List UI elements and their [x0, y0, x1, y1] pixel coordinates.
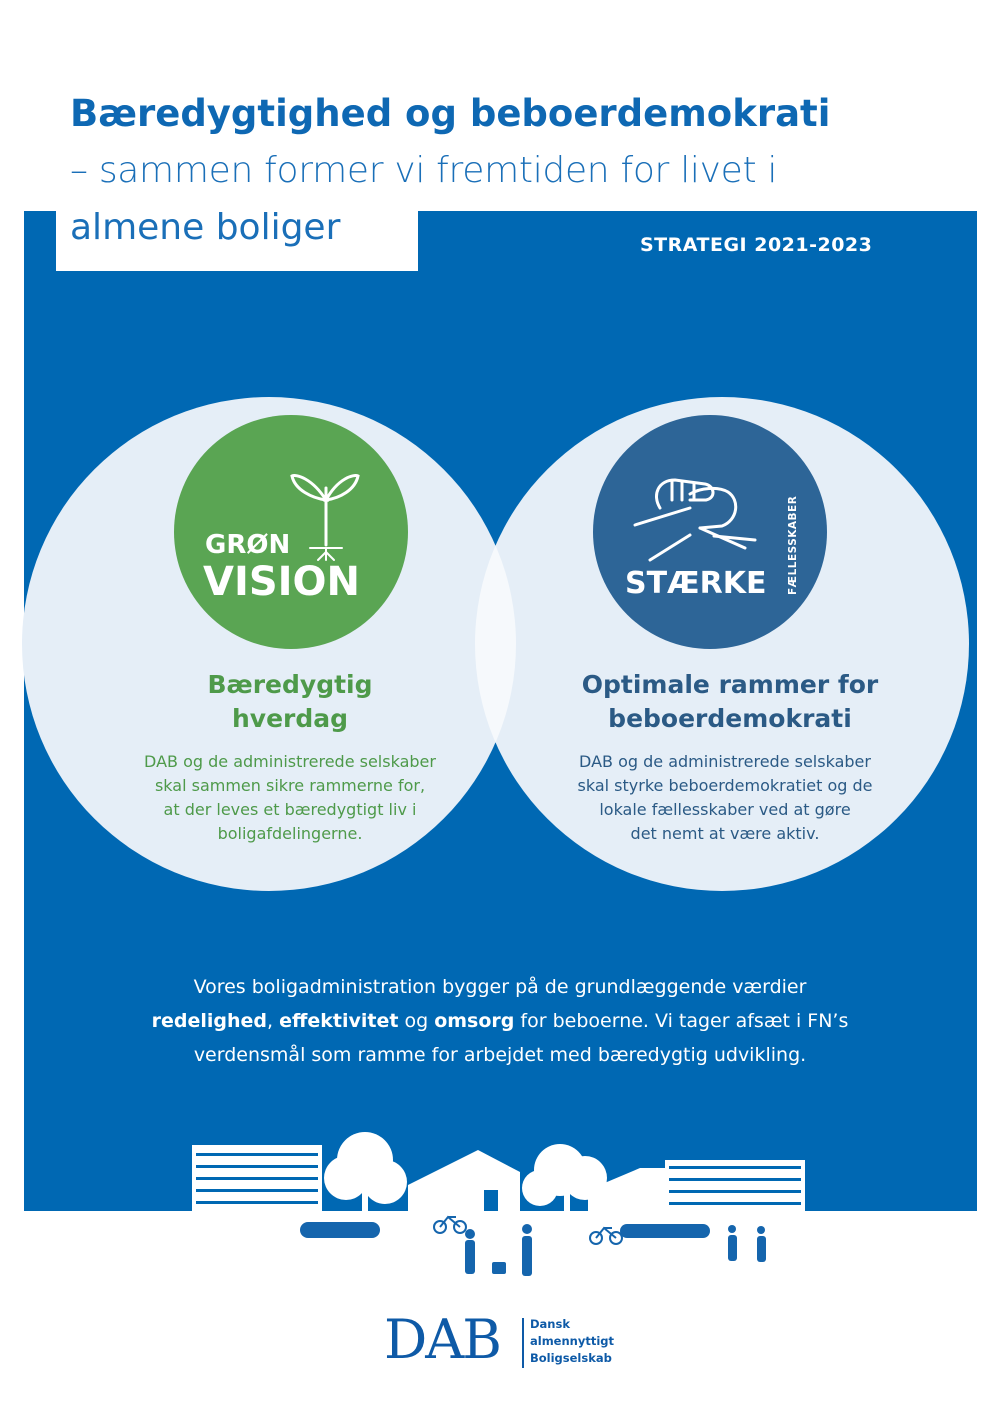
hedge [300, 1222, 380, 1238]
subtitle-line-1: – sammen former vi fremtiden for livet i [70, 150, 778, 191]
values-line-2-rest: for beboerne. Vi tager afsæt i FN’s [514, 1010, 849, 1032]
apartment-block-left [192, 1145, 322, 1220]
logo-divider [522, 1318, 524, 1368]
logo-gron: GRØN [205, 530, 291, 560]
dab-subtitle [530, 1316, 614, 1367]
dab-sub-line-2: almennyttigt [530, 1334, 615, 1348]
left-heading-line-1: Bæredygtig [207, 670, 373, 699]
left-body-line: at der leves et bæredygtigt liv i [163, 800, 417, 819]
value-effektivitet: effektivitet [279, 1010, 399, 1032]
dab-sub-line-1: Dansk [530, 1317, 570, 1331]
person [728, 1235, 737, 1261]
left-body-line: DAB og de administrerede selskaber [144, 752, 436, 771]
subtitle-line-2: almene boliger [70, 207, 341, 248]
house-center [408, 1150, 520, 1211]
right-body-line: skal styrke beboerdemokratiet og de [577, 776, 873, 795]
person [465, 1240, 475, 1274]
separator: , [267, 1010, 280, 1032]
dab-logo: DAB [384, 1308, 500, 1371]
right-body-line: DAB og de administrerede selskaber [579, 752, 871, 771]
values-line-3: verdensmål som ramme for arbejdet med bæredygtig udvikling. [193, 1044, 807, 1066]
value-redelighed: redelighed [151, 1010, 267, 1032]
values-line-1: Vores boligadministration bygger på de grundlæggende værdier [193, 976, 807, 998]
person [757, 1236, 766, 1262]
left-body-line: skal sammen sikre rammerne for, [154, 776, 426, 795]
right-heading-line-1: Optimale rammer for [581, 670, 879, 699]
right-heading-line-2: beboerdemokrati [608, 704, 852, 733]
strategy-label: STRATEGI 2021-2023 [640, 234, 873, 256]
logo-faellesskaber: FÆLLESSKABER [787, 495, 799, 595]
left-body-line: boligafdelingerne. [217, 824, 363, 843]
dab-sub-line-3: Boligselskab [530, 1351, 612, 1365]
value-omsorg: omsorg [434, 1010, 515, 1032]
right-body-line: lokale fællesskaber ved at gøre [599, 800, 851, 819]
person [522, 1236, 532, 1276]
left-heading-line-2: hverdag [231, 704, 349, 733]
separator: og [398, 1010, 435, 1032]
stroller [492, 1262, 506, 1274]
logo-vision: VISION [203, 559, 361, 605]
hedge [620, 1224, 710, 1238]
page-title: Bæredygtighed og beboerdemokrati [70, 92, 831, 135]
right-body-line: det nemt at være aktiv. [630, 824, 820, 843]
logo-staerke: STÆRKE [625, 566, 767, 601]
